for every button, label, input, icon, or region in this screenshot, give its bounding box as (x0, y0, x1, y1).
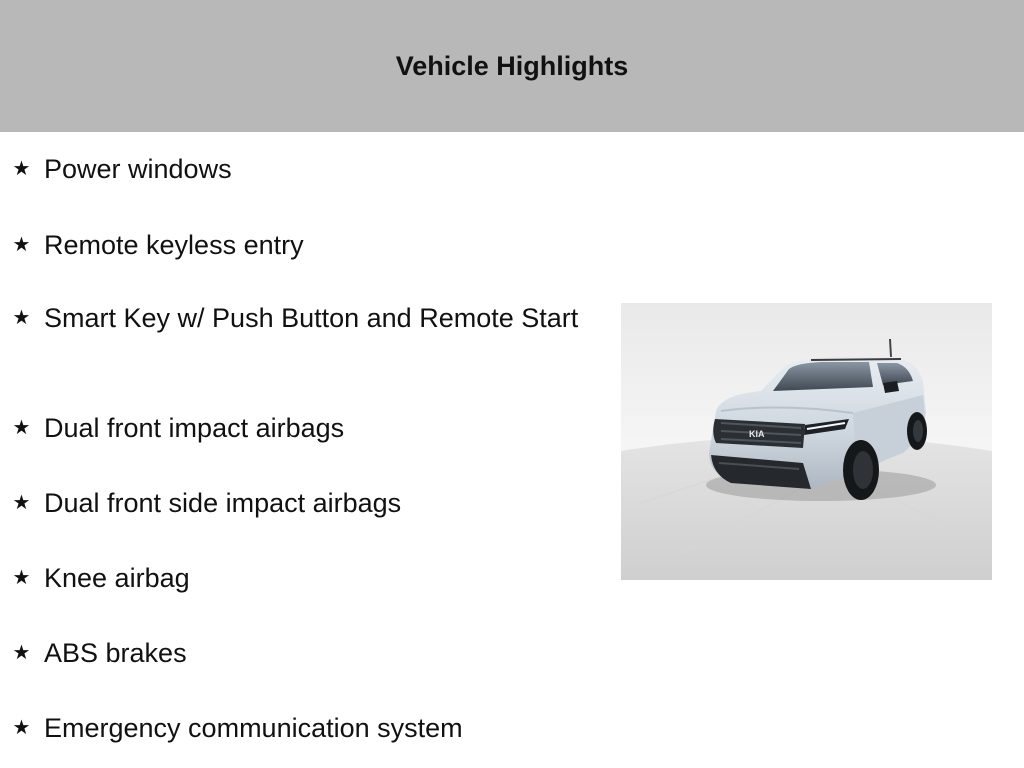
vehicle-photo (621, 303, 992, 580)
feature-label: ABS brakes (44, 638, 187, 668)
page-title: Vehicle Highlights (395, 50, 629, 81)
star-icon: ★ (12, 567, 31, 589)
list-item (0, 711, 590, 745)
feature-label: Emergency communication system (44, 713, 463, 743)
feature-label: Knee airbag (44, 563, 190, 593)
feature-label: Smart Key w/ Push Button and Remote Start (44, 303, 579, 333)
feature-label: Dual front impact airbags (44, 413, 345, 443)
list-item (0, 411, 590, 445)
feature-label: Power windows (44, 154, 232, 184)
star-icon: ★ (12, 307, 31, 329)
kia-badge: KIA (749, 429, 765, 439)
vehicle-illustration (621, 303, 992, 580)
star-icon: ★ (12, 642, 31, 664)
star-icon: ★ (12, 158, 31, 180)
feature-label: Dual front side impact airbags (44, 488, 402, 518)
list-item (0, 152, 590, 186)
header-bar (0, 0, 1024, 132)
feature-label: Remote keyless entry (44, 230, 304, 260)
star-icon: ★ (12, 717, 31, 739)
list-item (0, 561, 590, 595)
list-item (0, 301, 590, 335)
list-item (0, 636, 590, 670)
list-item (0, 486, 590, 520)
list-item (0, 228, 590, 262)
star-icon: ★ (12, 234, 31, 256)
star-icon: ★ (12, 417, 31, 439)
star-icon: ★ (12, 492, 31, 514)
